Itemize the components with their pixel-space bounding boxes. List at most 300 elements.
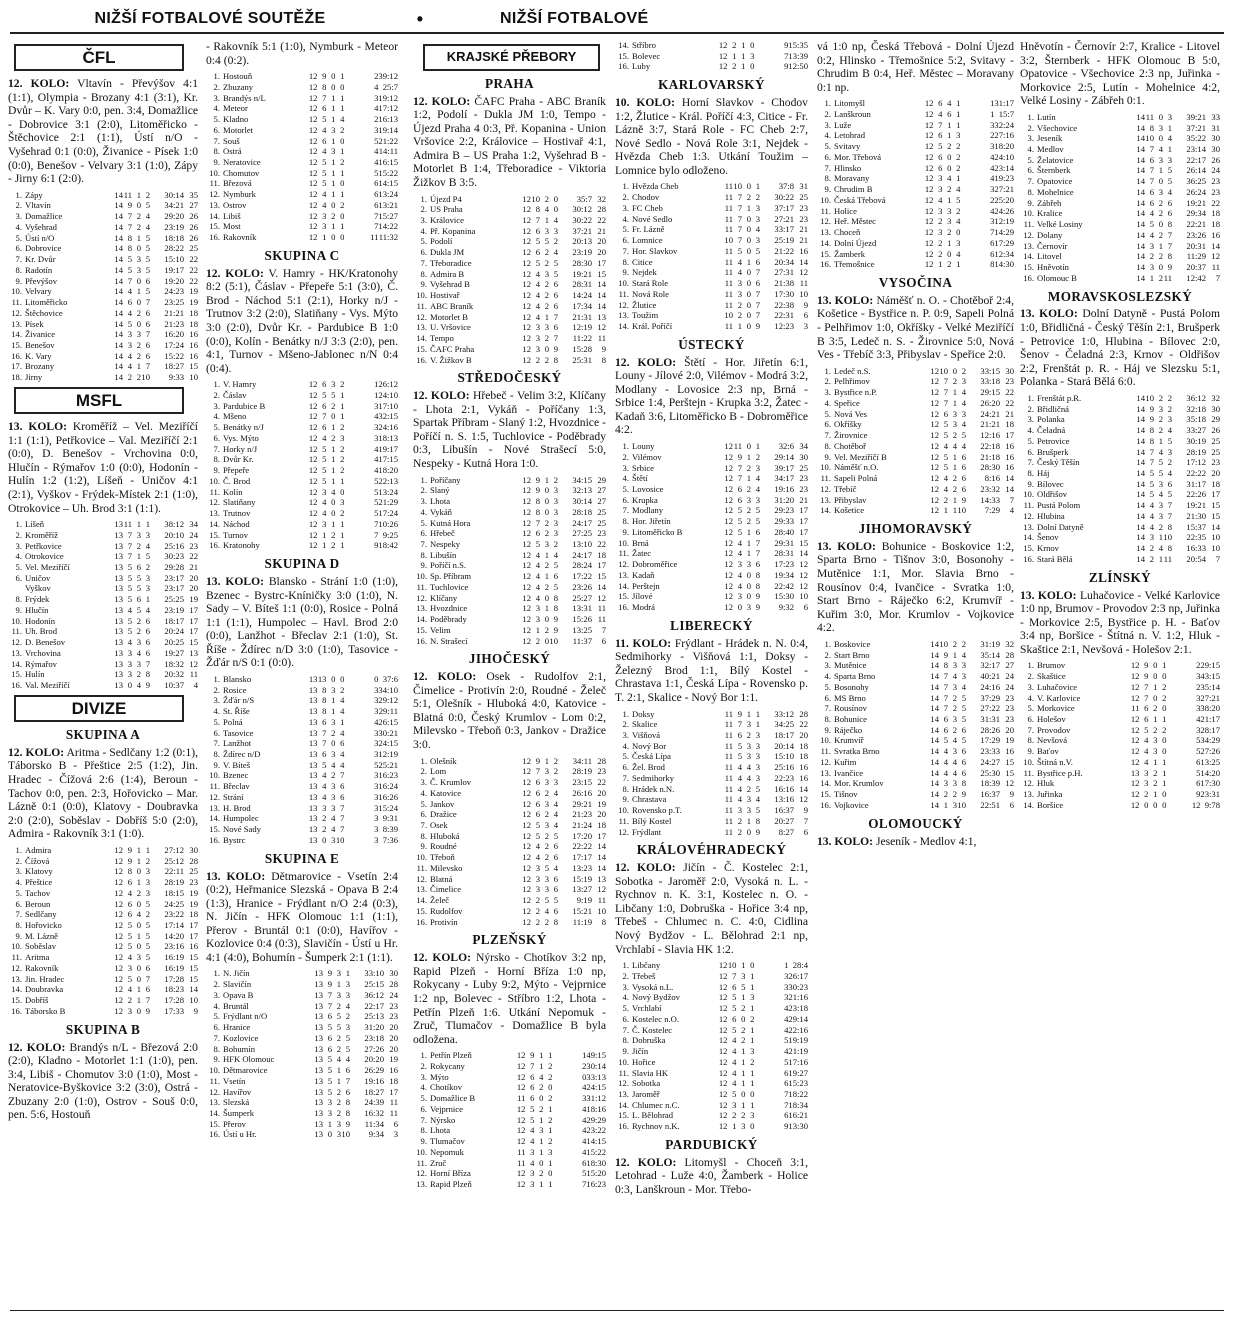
table-cell: 6 bbox=[553, 290, 558, 301]
table-cell: 12. bbox=[416, 592, 427, 603]
table-row bbox=[615, 602, 808, 613]
table-cell: 0 bbox=[136, 200, 141, 211]
table-cell: 1 bbox=[340, 411, 345, 422]
table-cell: 1 bbox=[331, 135, 336, 146]
header-bullet: • bbox=[416, 8, 424, 29]
table-cell: 2 bbox=[331, 770, 336, 781]
table-cell: Nejdek bbox=[632, 267, 657, 278]
table-cell: 2 bbox=[544, 193, 549, 204]
table-cell: 37:8 bbox=[778, 181, 794, 192]
table-cell: 16. bbox=[209, 540, 220, 551]
table-cell: 3 bbox=[1158, 186, 1163, 197]
results-paragraph bbox=[8, 77, 198, 186]
table-cell: 10 bbox=[724, 310, 733, 321]
table-cell: 4 bbox=[1149, 500, 1154, 511]
table-cell: 5 bbox=[741, 981, 746, 992]
table-cell: 8 bbox=[322, 684, 327, 695]
table-cell: Hluk bbox=[1037, 778, 1055, 789]
table-cell: 4 bbox=[737, 772, 742, 783]
table-cell: Sobotka bbox=[632, 1078, 661, 1089]
table-cell: 6 bbox=[755, 526, 760, 537]
table-cell: 17:23 bbox=[774, 559, 794, 570]
table-row bbox=[1020, 155, 1220, 166]
table-cell: 12 bbox=[522, 571, 531, 582]
table-cell: Doksy bbox=[632, 708, 655, 719]
table-cell: 4 bbox=[322, 146, 327, 157]
table-cell: 7 bbox=[943, 397, 948, 408]
table-cell: 1 bbox=[340, 518, 345, 529]
table-cell: 31 bbox=[1211, 122, 1220, 133]
table-cell: 3 bbox=[530, 1168, 535, 1179]
table-cell: 18:16 bbox=[586, 1103, 606, 1114]
table-row bbox=[615, 1035, 808, 1046]
table-cell: 1 bbox=[145, 594, 150, 605]
table-cell: 12 bbox=[522, 884, 531, 895]
table-cell: 2 bbox=[340, 684, 345, 695]
table-cell: 14 bbox=[1136, 392, 1145, 403]
table-cell: 1 bbox=[544, 571, 549, 582]
table-cell: 1 bbox=[331, 189, 336, 200]
table-cell: ČAFC Praha bbox=[430, 343, 475, 354]
table-cell: 5 bbox=[1158, 457, 1163, 468]
table-cell: 0 bbox=[136, 243, 141, 254]
table-cell: 14 bbox=[930, 756, 939, 767]
table-cell: 11 bbox=[1211, 262, 1220, 273]
table-cell: 3 bbox=[1196, 703, 1201, 714]
table-cell: 2 bbox=[1196, 681, 1201, 692]
table-cell: 8. bbox=[420, 268, 427, 279]
table-cell: 12 bbox=[522, 895, 531, 906]
table-cell: 28:31 bbox=[572, 279, 592, 290]
table-cell: 3 bbox=[535, 343, 540, 354]
table-cell: 6 bbox=[535, 225, 540, 236]
table-cell: 0 bbox=[553, 193, 558, 204]
table-cell: 22:21 bbox=[1186, 219, 1206, 230]
table-cell: 6 bbox=[535, 777, 540, 788]
table-row bbox=[413, 528, 606, 539]
table-cell: Žatec bbox=[632, 548, 652, 559]
table-cell: 2. bbox=[1027, 671, 1034, 682]
table-cell: 4 bbox=[755, 483, 760, 494]
table-cell: 14 bbox=[930, 649, 939, 660]
table-row bbox=[413, 518, 606, 529]
table-cell: 6 bbox=[784, 1067, 789, 1078]
table-cell: 22 bbox=[1005, 387, 1014, 398]
table-cell: 2 bbox=[544, 787, 549, 798]
table-cell: Želatovice bbox=[1037, 154, 1074, 165]
table-cell: 3 bbox=[336, 1129, 341, 1140]
table-cell: 12 bbox=[724, 548, 733, 559]
table-cell: 5 bbox=[374, 486, 379, 497]
table-row bbox=[615, 40, 808, 51]
table-cell: 6 bbox=[582, 1157, 587, 1168]
table-cell: 13. bbox=[1023, 240, 1034, 251]
table-cell: 7 bbox=[145, 995, 150, 1006]
table-cell: 24:17 bbox=[572, 517, 592, 528]
table-cell: 1 bbox=[952, 397, 957, 408]
table-cell: 10 bbox=[141, 372, 150, 383]
table-cell: 12 bbox=[924, 248, 934, 259]
table-cell: 16 bbox=[189, 339, 198, 350]
table-cell: 6. bbox=[420, 247, 427, 258]
table-cell: 8. bbox=[213, 749, 220, 760]
round-label: 13. KOLO: bbox=[8, 420, 67, 434]
subsection-heading: OLOMOUCKÝ bbox=[868, 815, 963, 831]
table-cell: 25:30 bbox=[980, 767, 1000, 778]
table-cell: 0 bbox=[544, 485, 549, 496]
table-cell: 12 bbox=[522, 862, 531, 873]
table-cell: 12 bbox=[718, 992, 728, 1003]
table-cell: 4 bbox=[952, 756, 957, 767]
table-cell: 9 bbox=[784, 40, 789, 50]
table-cell: 5 bbox=[145, 264, 150, 275]
table-cell: 12 bbox=[308, 454, 318, 465]
table-row bbox=[1020, 511, 1220, 522]
table-cell: 12 bbox=[522, 279, 531, 290]
table-cell: 9:25 bbox=[382, 529, 398, 540]
standings-table bbox=[615, 960, 808, 1132]
table-cell: 11 bbox=[597, 614, 606, 625]
table-cell: 4 bbox=[340, 706, 345, 717]
table-cell: 30:23 bbox=[164, 551, 184, 562]
table-cell: 10 bbox=[799, 591, 808, 602]
table-row bbox=[615, 1046, 808, 1057]
table-row bbox=[206, 1087, 398, 1098]
table-cell: 18:17 bbox=[774, 729, 794, 740]
table-cell: 0 bbox=[331, 673, 336, 684]
table-cell: 15:22 bbox=[586, 1146, 606, 1157]
table-cell: 29:14 bbox=[774, 451, 794, 462]
table-row bbox=[615, 484, 808, 495]
table-cell: 3 bbox=[1149, 532, 1154, 543]
table-cell: Lovosice bbox=[632, 483, 664, 494]
table-cell: 0 bbox=[136, 920, 141, 930]
table-cell: 12 bbox=[930, 387, 939, 398]
table-cell: 4 bbox=[340, 114, 345, 125]
table-row bbox=[615, 1100, 808, 1111]
table-cell: 8. bbox=[420, 830, 427, 841]
table-cell: 29:29 bbox=[586, 1114, 606, 1125]
table-cell: Tuchlovice bbox=[430, 581, 469, 592]
table-cell: 8 bbox=[1167, 251, 1172, 262]
table-cell: 14 bbox=[114, 372, 123, 383]
table-cell: 28:24 bbox=[572, 560, 592, 571]
table-cell: 10. bbox=[618, 537, 629, 548]
results-text: V. Hamry - HK/Kratonohy 8:2 (5:1), Čáslav - Přepeře 5:1 (3:0), Č. Brod - Náchod 5:1 (2:1), Horky n/J - Trutnov 3:2 (2:0), Slatiňany - Vys. Mýto 3:0 (2:0), Dvůr Kr. - Pardubice B 1:0 (0:0), Kolín - Benátky n/J 3:3 (2:0), pen. 4:1, Turnov - Mšeno-Jablonec n/N 0:4 (0:4). bbox=[206, 266, 398, 375]
table-cell: 8. bbox=[1027, 735, 1034, 746]
table-cell: 12 bbox=[930, 440, 939, 451]
table-cell: 30:19 bbox=[1186, 435, 1206, 446]
table-cell: 13 bbox=[314, 968, 323, 979]
table-cell: 0 bbox=[947, 151, 952, 162]
table-cell: 1 bbox=[136, 984, 141, 995]
table-row bbox=[8, 594, 198, 605]
table-cell: 3 bbox=[1196, 724, 1201, 735]
table-cell: FC Cheb bbox=[632, 202, 663, 213]
table-cell: 5 bbox=[938, 141, 943, 152]
table-cell: 29:21 bbox=[572, 798, 592, 809]
table-cell: 9. bbox=[824, 724, 831, 735]
table-cell: H. Brod bbox=[223, 802, 251, 813]
table-cell: 20 bbox=[189, 583, 198, 594]
table-cell: Pustá Polom bbox=[1037, 500, 1081, 511]
table-cell: 23:26 bbox=[1186, 229, 1206, 240]
table-cell: 12 bbox=[930, 473, 939, 484]
table-row bbox=[1020, 230, 1220, 241]
table-cell: 20 bbox=[597, 247, 606, 258]
table-cell: 4 bbox=[553, 820, 558, 830]
table-cell: Hor. Jiřetín bbox=[632, 516, 671, 527]
table-cell: Šternberk bbox=[1037, 165, 1071, 176]
table-cell: 12 bbox=[114, 930, 123, 941]
table-cell: 16. bbox=[618, 61, 629, 72]
table-row bbox=[1020, 457, 1220, 468]
table-cell: 3 bbox=[952, 778, 957, 789]
table-row bbox=[1020, 447, 1220, 458]
table-cell: 19:27 bbox=[164, 647, 184, 658]
table-cell: 13 bbox=[308, 738, 318, 749]
table-row bbox=[615, 960, 808, 971]
table-cell: 12 bbox=[522, 603, 531, 614]
table-cell: 26:14 bbox=[1186, 165, 1206, 176]
table-cell: 3 bbox=[544, 268, 549, 279]
table-cell: 18. bbox=[11, 372, 22, 383]
table-cell: 3 bbox=[947, 205, 952, 216]
table-cell: 14. bbox=[416, 333, 427, 344]
table-cell: 12 bbox=[522, 820, 531, 830]
table-row bbox=[206, 390, 398, 401]
table-cell: 8 bbox=[1149, 425, 1154, 436]
table-cell: 4 bbox=[746, 772, 751, 783]
table-cell: 14 bbox=[597, 581, 606, 592]
table-cell: 12 bbox=[718, 1110, 728, 1121]
table-cell: 13:23 bbox=[572, 862, 592, 873]
table-cell: N. Strašecí bbox=[430, 635, 468, 646]
table-cell: 20 bbox=[597, 236, 606, 247]
table-cell: Všechovice bbox=[1037, 122, 1078, 133]
table-cell: 5 bbox=[322, 443, 327, 454]
table-cell: 7 bbox=[535, 517, 540, 528]
table-row bbox=[615, 463, 808, 474]
table-cell: 35:7 bbox=[576, 193, 592, 204]
table-row bbox=[8, 669, 198, 680]
table-cell: 12 bbox=[924, 119, 934, 130]
table-cell: 12 bbox=[308, 232, 318, 243]
table-cell: 11 bbox=[1145, 111, 1154, 122]
table-row bbox=[8, 562, 198, 573]
table-cell: 3 bbox=[544, 820, 549, 830]
table-row bbox=[1020, 757, 1220, 768]
standings-table bbox=[413, 475, 606, 647]
table-cell: MS Brno bbox=[834, 692, 866, 703]
results-paragraph bbox=[206, 575, 398, 670]
table-cell: Bolevec bbox=[632, 50, 661, 61]
table-row bbox=[615, 1003, 808, 1014]
table-cell: 3 bbox=[127, 329, 132, 340]
table-row bbox=[817, 768, 1014, 779]
table-cell: 29 bbox=[597, 474, 606, 485]
table-cell: 13:21 bbox=[378, 199, 398, 210]
table-cell: 7 bbox=[1149, 446, 1154, 457]
table-cell: 10. bbox=[618, 1056, 629, 1067]
table-cell: 0 bbox=[331, 81, 336, 92]
table-cell: 15. bbox=[618, 1110, 629, 1121]
table-cell: 29:14 bbox=[788, 1013, 808, 1024]
table-cell: 6 bbox=[990, 237, 995, 248]
table-cell: 1 bbox=[741, 50, 746, 61]
table-cell: 2. bbox=[15, 200, 22, 211]
standings-table bbox=[1020, 112, 1220, 284]
table-cell: Klíčany bbox=[430, 592, 458, 603]
table-cell: 1. bbox=[824, 638, 831, 649]
table-cell: 12 bbox=[799, 794, 808, 805]
table-cell: 4 bbox=[952, 440, 957, 451]
table-cell: 8. bbox=[15, 920, 22, 930]
table-cell: 17:14 bbox=[164, 920, 184, 930]
table-cell: Nový Bor bbox=[632, 740, 667, 751]
table-cell: 4 bbox=[544, 204, 549, 215]
table-cell: 2. bbox=[420, 766, 427, 777]
table-cell: 4 bbox=[943, 473, 948, 484]
table-cell: Lomnice bbox=[632, 235, 663, 246]
table-cell: 20 bbox=[597, 809, 606, 820]
table-cell: 14:15 bbox=[586, 1136, 606, 1147]
table-cell: Motorlet B bbox=[430, 311, 468, 322]
table-cell: 11. bbox=[820, 746, 831, 757]
table-cell: 17 bbox=[1005, 430, 1014, 441]
table-cell: 5 bbox=[136, 604, 141, 615]
table-row bbox=[413, 215, 606, 226]
table-cell: Třeboradice bbox=[430, 257, 472, 268]
table-cell: 31 bbox=[799, 181, 808, 192]
table-cell: 3 bbox=[746, 805, 751, 816]
table-cell: 3 bbox=[784, 992, 789, 1003]
table-row bbox=[1020, 176, 1220, 187]
table-cell: Litoměřicko bbox=[25, 297, 68, 308]
table-cell: Velim bbox=[430, 624, 451, 635]
table-cell: 2 bbox=[952, 376, 957, 387]
table-cell: 17:29 bbox=[994, 237, 1014, 248]
table-cell: 0 bbox=[1158, 111, 1163, 122]
table-cell: 9 bbox=[1167, 262, 1172, 273]
table-cell: 9 bbox=[374, 540, 379, 551]
table-cell: 13 bbox=[114, 658, 123, 669]
table-cell: Nové Sedlo bbox=[632, 213, 673, 224]
table-cell: Dražice bbox=[430, 809, 457, 820]
table-cell: 14 bbox=[114, 189, 123, 200]
results-text: Bohunice - Boskovice 1:2, Sparta Brno - Tišnov 3:0, Bosonohy - Mutěnice 1:1, Mor. Slavia Brno - Rousínov 0:4, Ivančice - Svratka 1:0, Start Brno - Ráječko 6:2, Krumvíř - Kuřim 3:0, Mor. Krumlov - Vojkovice 4:2. bbox=[817, 539, 1014, 635]
table-cell: 1 bbox=[1162, 756, 1167, 767]
table-cell: 15:19 bbox=[572, 873, 592, 884]
table-cell: 1 bbox=[539, 1114, 544, 1125]
table-row bbox=[817, 789, 1014, 800]
table-row bbox=[8, 680, 198, 691]
subsection-heading: MORAVSKOSLEZSKÝ bbox=[1047, 288, 1193, 304]
table-row bbox=[1020, 165, 1220, 176]
table-cell: 10. bbox=[11, 941, 22, 952]
table-cell: 15:22 bbox=[164, 350, 184, 361]
table-row bbox=[1020, 768, 1220, 779]
table-cell: 13. bbox=[416, 884, 427, 895]
table-cell: Svratka Brno bbox=[834, 746, 880, 757]
table-cell: 15 bbox=[189, 637, 198, 648]
bottom-rule bbox=[10, 1310, 1224, 1311]
table-cell: 4 bbox=[990, 151, 995, 162]
table-cell: 12. bbox=[416, 311, 427, 322]
table-cell: 2 bbox=[1167, 403, 1172, 414]
table-cell: Luby bbox=[632, 61, 651, 72]
table-cell: 28 bbox=[597, 204, 606, 215]
table-cell: Bosonohy bbox=[834, 681, 869, 692]
table-cell: 7. bbox=[15, 254, 22, 265]
table-cell: 5 bbox=[127, 941, 132, 952]
table-cell: 8. bbox=[213, 1043, 220, 1054]
table-cell: 4 bbox=[1144, 746, 1149, 757]
table-row bbox=[206, 674, 398, 685]
table-cell: 18:18 bbox=[164, 232, 184, 243]
table-cell: 2 bbox=[340, 422, 345, 433]
table-cell: Hořice bbox=[632, 1056, 656, 1067]
table-cell: 11 bbox=[1163, 553, 1172, 564]
table-cell: 18 bbox=[1211, 478, 1220, 489]
table-cell: 2 bbox=[746, 783, 751, 794]
table-cell: Libušín bbox=[430, 549, 457, 560]
table-cell: Nýrsko bbox=[430, 1114, 456, 1125]
table-cell: Litoměřicko B bbox=[632, 526, 683, 537]
table-cell: 14 bbox=[114, 297, 123, 308]
table-cell: 9 bbox=[322, 71, 327, 82]
table-cell: 22:13 bbox=[378, 475, 398, 486]
results-paragraph bbox=[817, 40, 1014, 94]
table-cell: 12 bbox=[522, 830, 531, 841]
table-cell: 2 bbox=[544, 528, 549, 539]
table-cell: 37:21 bbox=[1186, 122, 1206, 133]
table-cell: 4 bbox=[746, 762, 751, 773]
table-cell: 6 bbox=[322, 749, 327, 760]
round-label: 12. KOLO: bbox=[8, 77, 70, 91]
table-cell: Bílý Kostel bbox=[632, 815, 672, 826]
table-row bbox=[8, 265, 198, 276]
table-cell: 9 bbox=[327, 979, 332, 990]
table-cell: 6 bbox=[943, 724, 948, 735]
table-cell: 7. bbox=[622, 1024, 629, 1035]
table-cell: 7 bbox=[582, 1179, 587, 1189]
table-cell: 23:19 bbox=[164, 221, 184, 232]
table-cell: Radotín bbox=[25, 264, 53, 275]
table-cell: 34:29 bbox=[1200, 735, 1220, 746]
table-cell: 39:17 bbox=[774, 462, 794, 473]
table-cell: 25 bbox=[1211, 435, 1220, 446]
table-cell: 4 bbox=[145, 211, 150, 222]
table-row bbox=[206, 738, 398, 749]
table-cell: 22:23 bbox=[774, 772, 794, 783]
table-cell: 12 bbox=[516, 1060, 526, 1071]
table-cell: Bystřice p.H. bbox=[1037, 767, 1083, 778]
table-cell: 3 bbox=[741, 1121, 746, 1132]
table-cell: 5 bbox=[327, 1022, 332, 1033]
table-cell: 12 bbox=[516, 1082, 526, 1093]
table-cell: Sparta Brno bbox=[834, 671, 876, 682]
table-cell: 3 bbox=[127, 647, 132, 658]
table-cell: 12 bbox=[930, 397, 939, 408]
table-cell: 9. bbox=[15, 275, 22, 286]
table-cell: 15. bbox=[209, 1118, 220, 1129]
table-cell: 6. bbox=[15, 898, 22, 909]
results-paragraph bbox=[8, 1041, 198, 1122]
table-cell: 14 bbox=[1136, 111, 1145, 122]
table-cell: 22 bbox=[597, 777, 606, 788]
table-cell: 22 bbox=[597, 215, 606, 225]
